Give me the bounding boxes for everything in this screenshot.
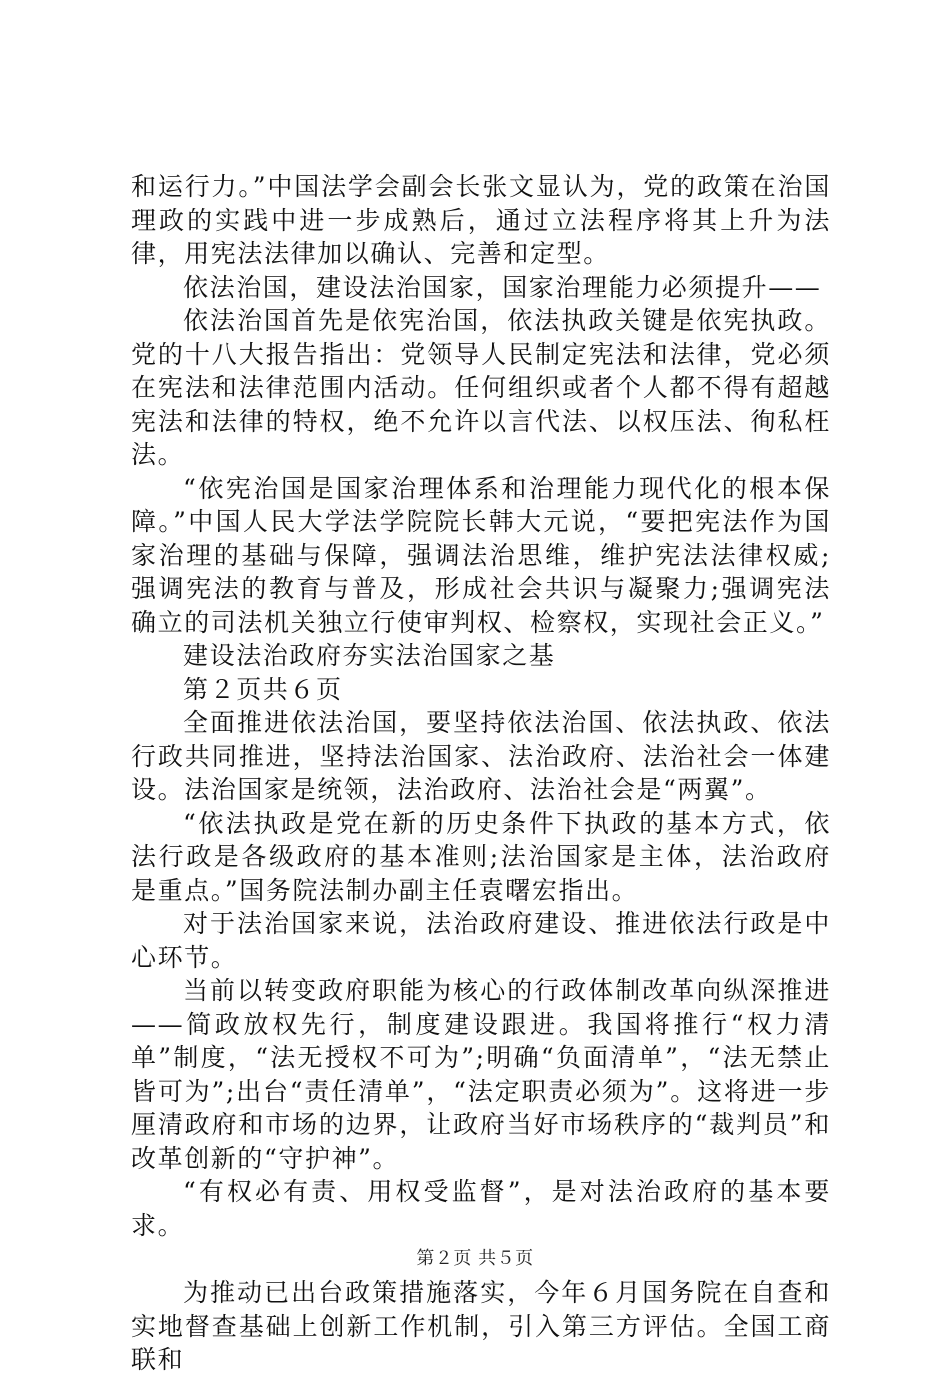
document-body (131, 170, 831, 1377)
paragraph-comprehensive-advance: 全面推进依法治国，要坚持依法治国、依法执政、依法行政共同推进，坚持法治国家、法治政府、法治社会一体建设。法治国家是统领，法治政府、法治社会是“两翼”。 (131, 708, 831, 804)
paragraph-quote-yuan-shuhong: “依法执政是党在新的历史条件下执政的基本方式，依法行政是各级政府的基本准则;法治国家是主体，法治政府是重点。”国务院法制办副主任袁曙宏指出。 (131, 808, 831, 905)
paragraph-basic-requirement: “有权必有责、用权受监督”，是对法治政府的基本要求。 (131, 1177, 831, 1240)
paragraph-central-link: 对于法治国家来说，法治政府建设、推进依法行政是中心环节。 (131, 909, 831, 972)
paragraph-third-party-evaluation: 为推动已出台政策措施落实，今年６月国务院在自查和实地督查基础上创新工作机制，引入第三方评估。全国工商联和 (131, 1278, 831, 1374)
paragraph-heading-law-government: 建设法治政府夯实法治国家之基 (183, 641, 556, 670)
paragraph-inline-page-marker: 第２页共６页 (183, 674, 343, 704)
paragraph-continuation: 和运行力。”中国法学会副会长张文显认为，党的政策在治国理政的实践中进一步成熟后，通过立法程序将其上升为法律，用宪法法律加以确认、完善和定型。 (131, 172, 831, 268)
paragraph-heading-governance: 依法治国，建设法治国家，国家治理能力必须提升—— (183, 272, 822, 302)
paragraph-quote-han-dayuan: “依宪治国是国家治理体系和治理能力现代化的根本保障。”中国人民大学法学院院长韩大元说，“要把宪法作为国家治理的基础与保障，强调法治思维，维护宪法法律权威;强调宪法的教育与普及，形成社会共识与凝聚力;强调宪法确立的司法机关独立行使审判权、检察权，实现社会正义。” (131, 473, 831, 637)
paragraph-constitution-rule: 依法治国首先是依宪治国，依法执政关键是依宪执政。党的十八大报告指出：党领导人民制定宪法和法律，党必须在宪法和法律范围内活动。任何组织或者个人都不得有超越宪法和法律的特权，绝不允许以言代法、以权压法、徇私枉法。 (131, 306, 831, 469)
page-footer: 第２页 共５页 (416, 1248, 534, 1269)
paragraph-administrative-reform: 当前以转变政府职能为核心的行政体制改革向纵深推进——简政放权先行，制度建设跟进。我国将推行“权力清单”制度，“法无授权不可为”;明确“负面清单”，“法无禁止皆可为”;出台“责任清单”，“法定职责必须为”。这将进一步厘清政府和市场的边界，让政府当好市场秩序的“裁判员”和改革创新的“守护神”。 (131, 976, 831, 1173)
